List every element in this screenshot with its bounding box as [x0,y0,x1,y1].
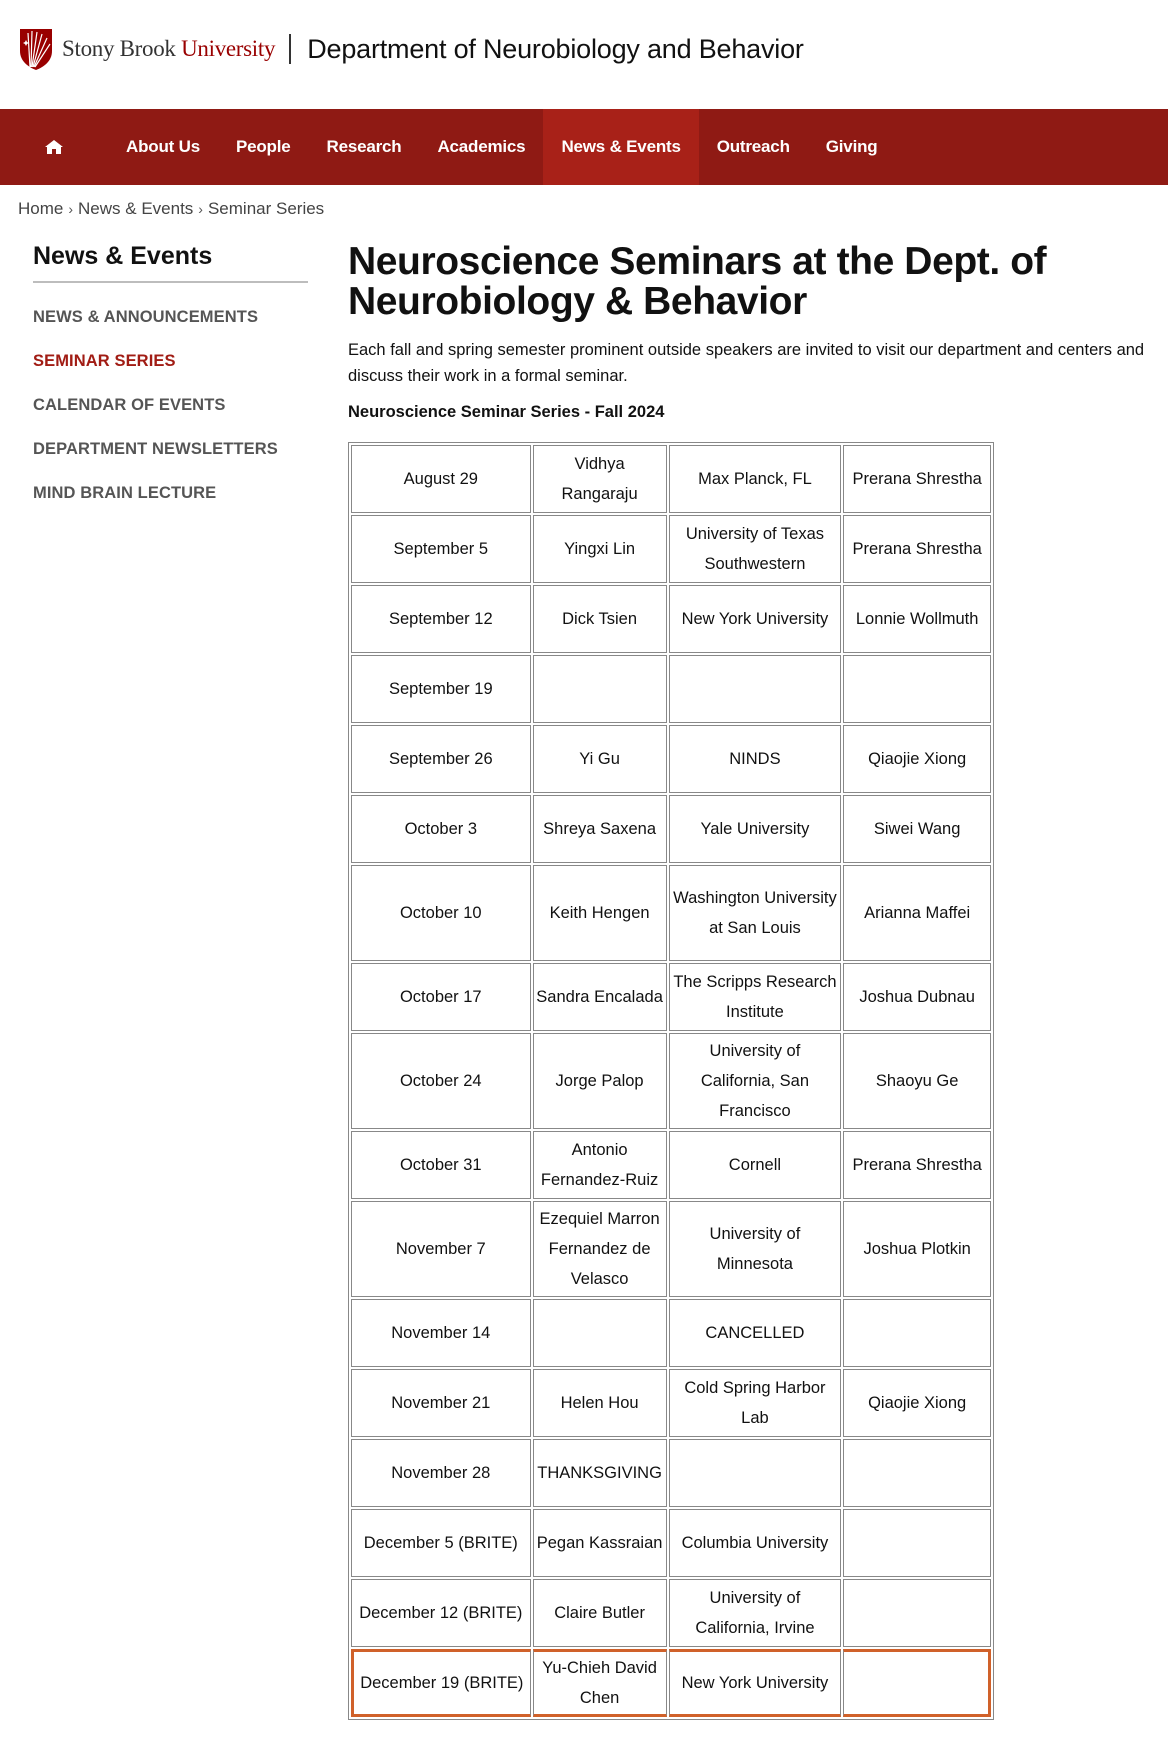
seminar-host [843,1439,991,1507]
seminar-date: September 12 [351,585,531,653]
seminar-date: September 5 [351,515,531,583]
seminar-institution: University of California, San Francisco [669,1033,842,1129]
seminar-institution: Max Planck, FL [669,445,842,513]
nav-home[interactable] [0,109,108,185]
sidebar-item-calendar-of-events[interactable]: CALENDAR OF EVENTS [33,396,226,414]
home-icon [44,139,64,155]
seminar-host: Prerana Shrestha [843,515,991,583]
seminar-speaker: Yi Gu [533,725,667,793]
seminar-date: December 12 (BRITE) [351,1579,531,1647]
seminar-date: November 28 [351,1439,531,1507]
sidebar-item-seminar-series[interactable]: SEMINAR SERIES [33,352,176,370]
seminar-host [843,655,991,723]
table-row [351,795,991,863]
seminar-host [843,1649,991,1717]
seminar-speaker [533,655,667,723]
seminar-institution: New York University [669,585,842,653]
seminar-institution: Washington University at San Louis [669,865,842,961]
table-row [351,515,991,583]
table-row [351,655,991,723]
seminar-date: August 29 [351,445,531,513]
series-heading: Neuroscience Seminar Series - Fall 2024 [348,403,665,421]
seminar-speaker [533,1299,667,1367]
table-row [351,1369,991,1437]
main-content [348,240,1168,1720]
table-row [351,1579,991,1647]
nav-academics[interactable]: Academics [437,137,526,156]
seminar-date: October 10 [351,865,531,961]
seminar-host: Joshua Dubnau [843,963,991,1031]
table-row [351,1439,991,1507]
seminar-date: December 5 (BRITE) [351,1509,531,1577]
seminar-institution: University of California, Irvine [669,1579,842,1647]
seminar-institution: University of Minnesota [669,1201,842,1297]
table-row [351,585,991,653]
seminar-host: Prerana Shrestha [843,445,991,513]
seminar-institution: Columbia University [669,1509,842,1577]
nav-research[interactable]: Research [326,137,402,156]
nav-about-us[interactable]: About Us [126,137,200,156]
seminar-date: September 26 [351,725,531,793]
site-header [0,0,1168,109]
seminar-institution: Yale University [669,795,842,863]
university-logo[interactable] [18,27,804,71]
seminar-host [843,1579,991,1647]
table-row [351,963,991,1031]
seminar-speaker: Vidhya Rangaraju [533,445,667,513]
table-row [351,1299,991,1367]
seminar-speaker: Claire Butler [533,1579,667,1647]
seminar-speaker: Dick Tsien [533,585,667,653]
seminar-institution: The Scripps Research Institute [669,963,842,1031]
seminar-institution: University of Texas Southwestern [669,515,842,583]
sidebar-item-mind-brain-lecture[interactable]: MIND BRAIN LECTURE [33,484,217,502]
nav-news-events[interactable]: News & Events [543,109,698,185]
seminar-host: Lonnie Wollmuth [843,585,991,653]
seminar-date: October 24 [351,1033,531,1129]
seminar-table [348,442,994,1720]
seminar-institution: Cornell [669,1131,842,1199]
seminar-host: Siwei Wang [843,795,991,863]
content-area [0,232,1168,1720]
nav-outreach[interactable]: Outreach [716,137,790,156]
seminar-host: Qiaojie Xiong [843,1369,991,1437]
seminar-speaker: Helen Hou [533,1369,667,1437]
seminar-speaker: Keith Hengen [533,865,667,961]
seminar-speaker: Yingxi Lin [533,515,667,583]
department-title[interactable]: Department of Neurobiology and Behavior [307,33,804,64]
breadcrumb-home[interactable]: Home [18,198,64,218]
seminar-speaker: Sandra Encalada [533,963,667,1031]
seminar-institution: NINDS [669,725,842,793]
table-row [351,725,991,793]
sidebar [33,240,308,1720]
seminar-host: Arianna Maffei [843,865,991,961]
sidebar-item-news-announcements[interactable]: NEWS & ANNOUNCEMENTS [33,308,259,326]
table-row [351,865,991,961]
seminar-host: Qiaojie Xiong [843,725,991,793]
sidebar-title: News & Events [33,242,308,283]
page-title: Neuroscience Seminars at the Dept. of Neurobiology & Behavior [348,240,1047,323]
table-row [351,1033,991,1129]
seminar-speaker: Antonio Fernandez-Ruiz [533,1131,667,1199]
seminar-institution [669,1439,842,1507]
seminar-date: September 19 [351,655,531,723]
shield-logo-icon [18,27,54,71]
table-row [351,1649,991,1717]
nav-giving[interactable]: Giving [825,137,878,156]
university-name: Stony Brook University [62,36,276,61]
chevron-right-icon: › [68,200,74,217]
seminar-host: Joshua Plotkin [843,1201,991,1297]
table-row [351,1509,991,1577]
seminar-institution: New York University [669,1649,842,1717]
seminar-speaker: Yu-Chieh David Chen [533,1649,667,1717]
sidebar-item-department-newsletters[interactable]: DEPARTMENT NEWSLETTERS [33,440,278,458]
seminar-date: December 19 (BRITE) [351,1649,531,1717]
intro-text: Each fall and spring semester prominent outside speakers are invited to visit our department and centers and discuss their work in a formal seminar. [348,341,1145,385]
seminar-speaker: Jorge Palop [533,1033,667,1129]
breadcrumb-seminar-series: Seminar Series [207,198,325,218]
seminar-speaker: Pegan Kassraian [533,1509,667,1577]
breadcrumb-news-events[interactable]: News & Events [78,198,194,218]
seminar-host: Prerana Shrestha [843,1131,991,1199]
breadcrumb [0,185,1168,232]
seminar-date: November 14 [351,1299,531,1367]
seminar-host [843,1299,991,1367]
header-divider [289,34,291,64]
chevron-right-icon: › [198,200,203,217]
seminar-date: October 3 [351,795,531,863]
table-row [351,1131,991,1199]
seminar-speaker: Ezequiel Marron Fernandez de Velasco [533,1201,667,1297]
seminar-date: November 7 [351,1201,531,1297]
seminar-institution: CANCELLED [669,1299,842,1367]
seminar-host: Shaoyu Ge [843,1033,991,1129]
seminar-host [843,1509,991,1577]
seminar-speaker: THANKSGIVING [533,1439,667,1507]
seminar-date: November 21 [351,1369,531,1437]
seminar-institution: Cold Spring Harbor Lab [669,1369,842,1437]
seminar-institution [669,655,842,723]
main-nav [0,109,1168,185]
seminar-date: October 17 [351,963,531,1031]
table-row [351,445,991,513]
seminar-speaker: Shreya Saxena [533,795,667,863]
nav-people[interactable]: People [235,137,291,156]
table-row [351,1201,991,1297]
seminar-date: October 31 [351,1131,531,1199]
